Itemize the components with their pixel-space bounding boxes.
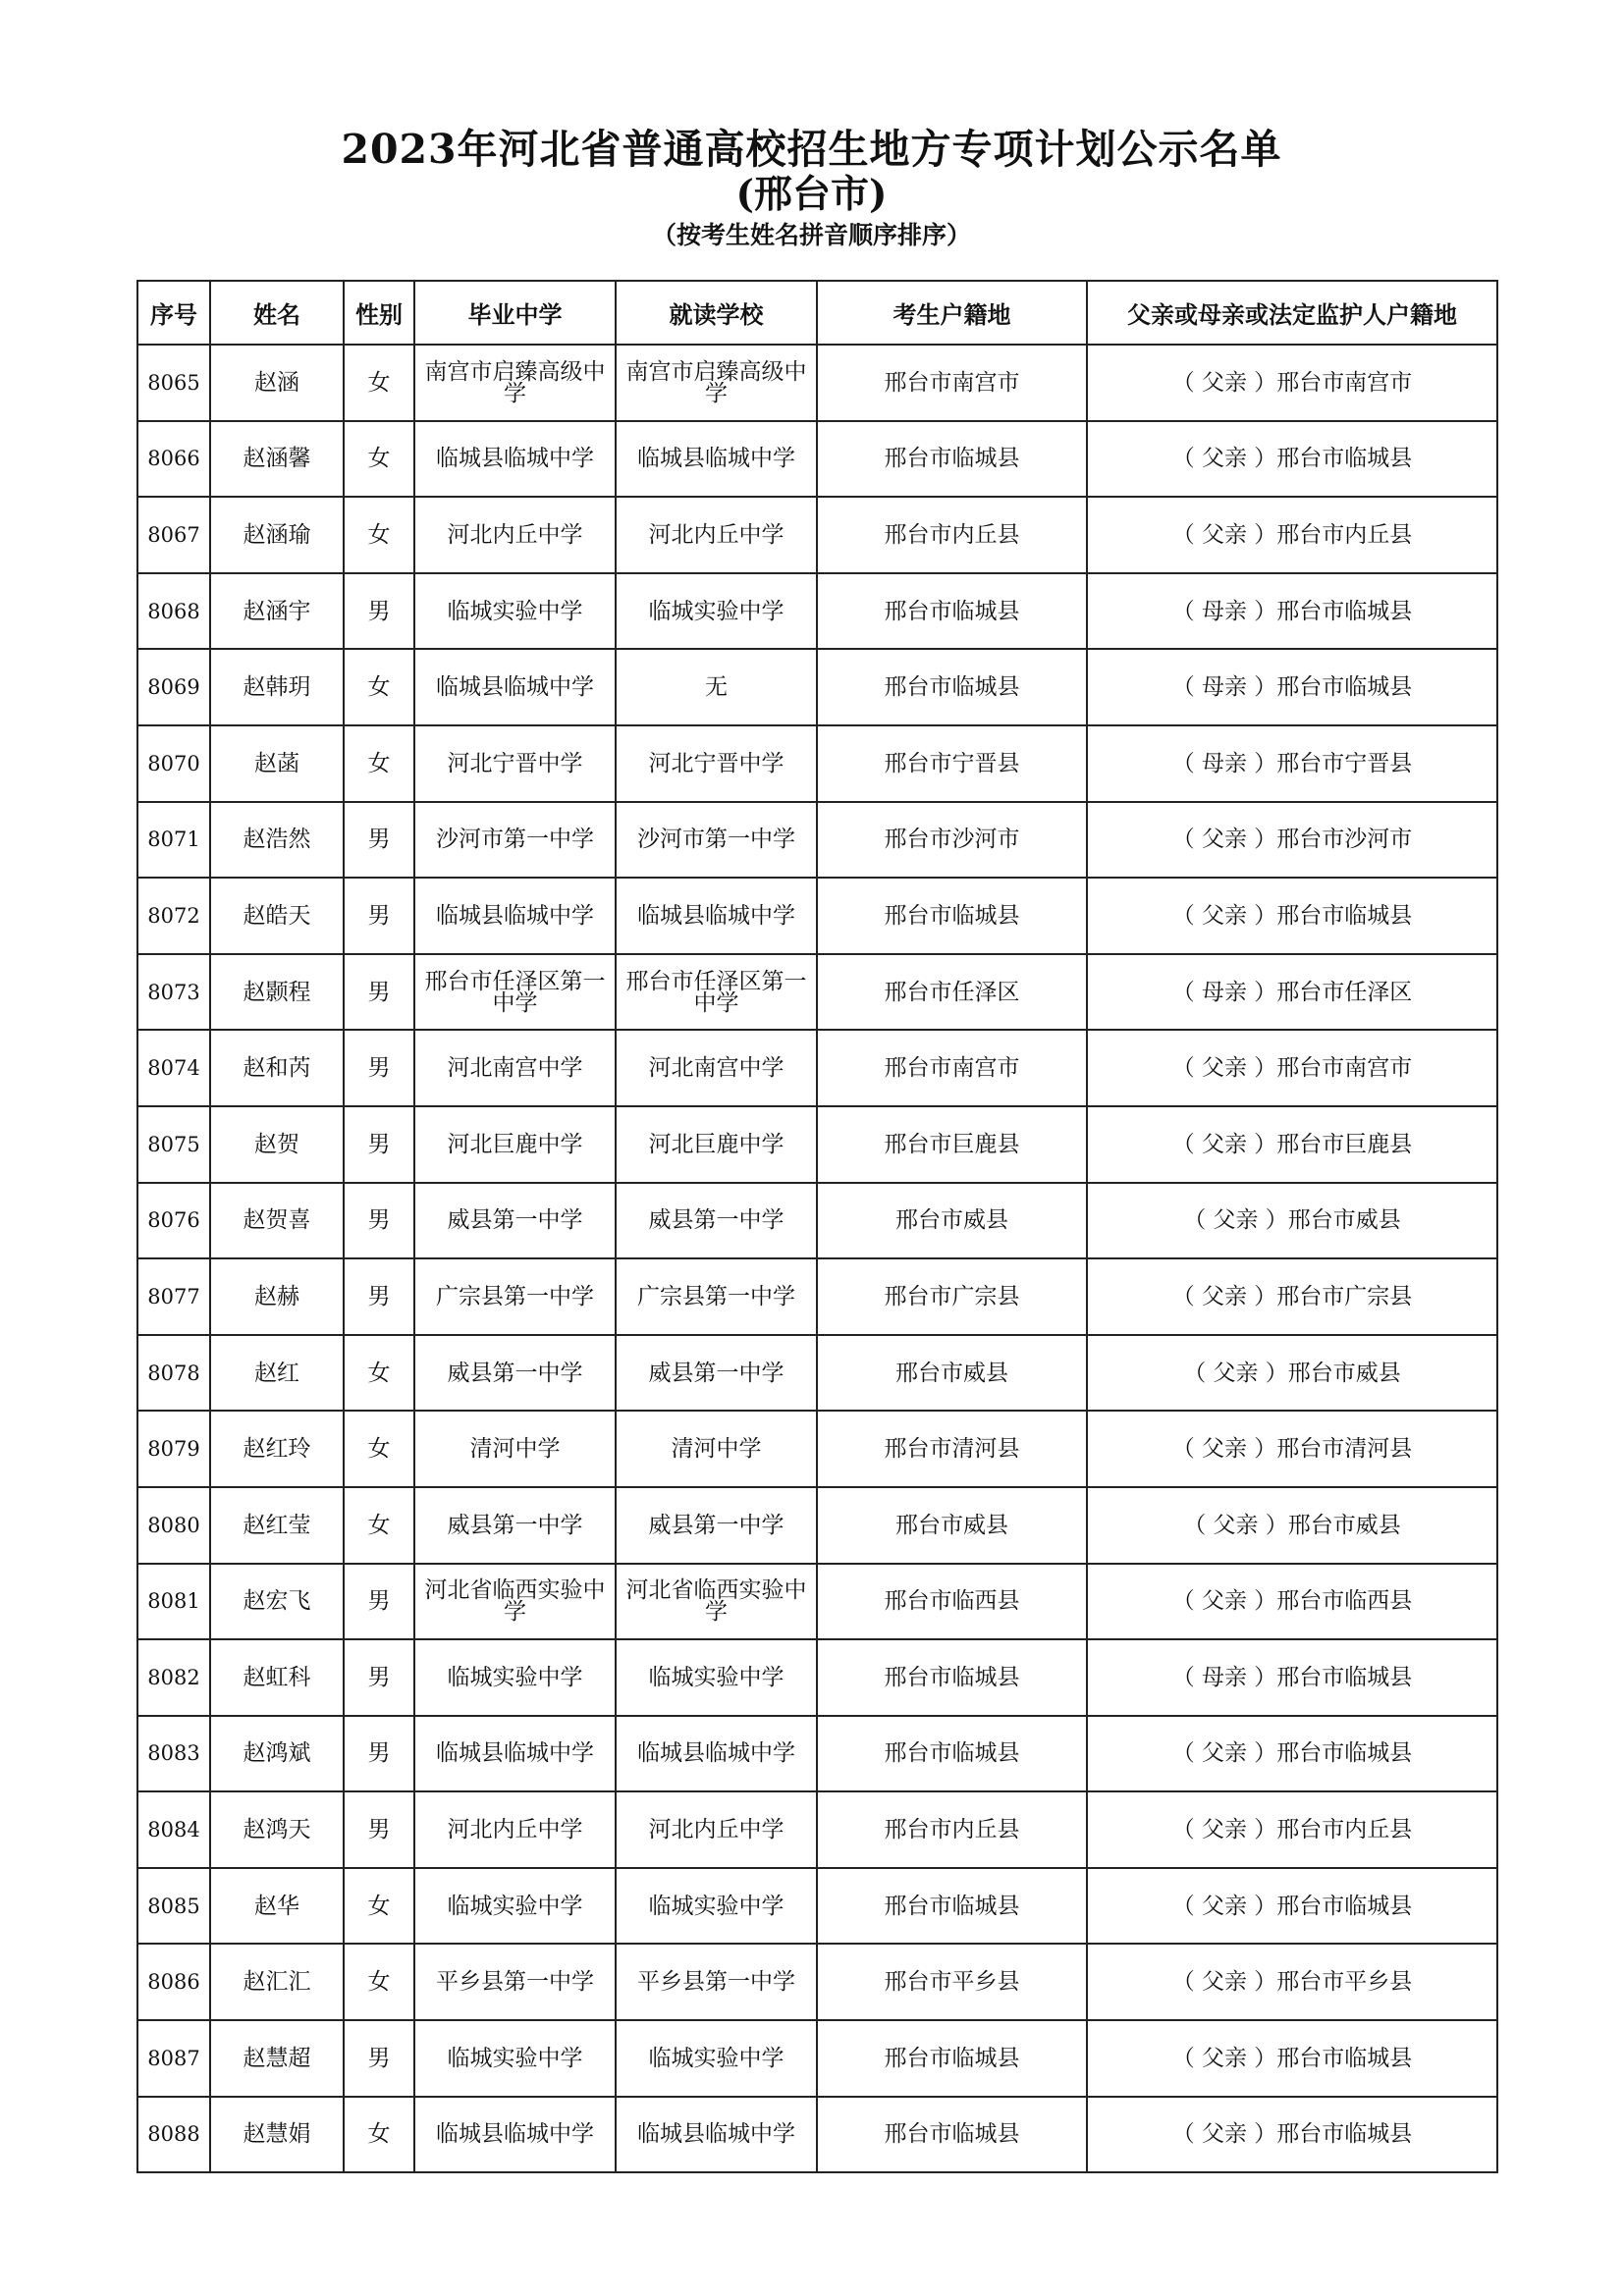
serial-cell: 8067 xyxy=(137,497,210,573)
name-cell: 赵和芮 xyxy=(210,1030,344,1106)
name-cell: 赵涵 xyxy=(210,345,344,421)
student-hukou-cell: 邢台市宁晋县 xyxy=(817,725,1087,802)
name-cell: 赵涵馨 xyxy=(210,421,344,498)
serial-cell: 8076 xyxy=(137,1183,210,1259)
student-hukou-cell: 邢台市威县 xyxy=(817,1183,1087,1259)
current-school-cell: 临城县临城中学 xyxy=(616,1716,817,1792)
sex-cell: 女 xyxy=(344,649,414,725)
parent-hukou-cell: （ 母亲 ）邢台市任泽区 xyxy=(1087,954,1497,1031)
current-school-cell: 临城县临城中学 xyxy=(616,878,817,954)
student-hukou-cell: 邢台市任泽区 xyxy=(817,954,1087,1031)
serial-cell: 8085 xyxy=(137,1868,210,1945)
table-row xyxy=(137,1030,1497,1106)
serial-cell: 8075 xyxy=(137,1106,210,1183)
serial-cell: 8072 xyxy=(137,878,210,954)
student-hukou-cell: 邢台市沙河市 xyxy=(817,802,1087,879)
student-hukou-cell: 邢台市威县 xyxy=(817,1487,1087,1564)
student-hukou-cell: 邢台市临城县 xyxy=(817,878,1087,954)
graduation-school-cell: 威县第一中学 xyxy=(414,1183,616,1259)
table-row xyxy=(137,725,1497,802)
name-cell: 赵涵瑜 xyxy=(210,497,344,573)
graduation-school-cell: 临城实验中学 xyxy=(414,1868,616,1945)
graduation-school-cell: 河北省临西实验中学 xyxy=(414,1564,616,1640)
parent-hukou-cell: （ 父亲 ）邢台市平乡县 xyxy=(1087,1944,1497,2020)
student-hukou-cell: 邢台市内丘县 xyxy=(817,1791,1087,1868)
parent-hukou-cell: （ 父亲 ）邢台市沙河市 xyxy=(1087,802,1497,879)
serial-cell: 8078 xyxy=(137,1335,210,1412)
parent-hukou-cell: （ 父亲 ）邢台市临城县 xyxy=(1087,421,1497,498)
column-header-parent-hukou: 父亲或母亲或法定监护人户籍地 xyxy=(1087,281,1497,345)
sex-cell: 男 xyxy=(344,1639,414,1716)
table-row xyxy=(137,2020,1497,2097)
table-row xyxy=(137,1487,1497,1564)
name-cell: 赵赫 xyxy=(210,1258,344,1335)
graduation-school-cell: 威县第一中学 xyxy=(414,1487,616,1564)
graduation-school-cell: 威县第一中学 xyxy=(414,1335,616,1412)
table-row xyxy=(137,1791,1497,1868)
name-cell: 赵红莹 xyxy=(210,1487,344,1564)
graduation-school-cell: 南宫市启臻高级中学 xyxy=(414,345,616,421)
table-row xyxy=(137,345,1497,421)
parent-hukou-cell: （ 母亲 ）邢台市临城县 xyxy=(1087,573,1497,650)
sex-cell: 男 xyxy=(344,1106,414,1183)
current-school-cell: 临城县临城中学 xyxy=(616,2097,817,2173)
parent-hukou-cell: （ 父亲 ）邢台市威县 xyxy=(1087,1487,1497,1564)
serial-cell: 8081 xyxy=(137,1564,210,1640)
student-hukou-cell: 邢台市巨鹿县 xyxy=(817,1106,1087,1183)
current-school-cell: 威县第一中学 xyxy=(616,1183,817,1259)
parent-hukou-cell: （ 父亲 ）邢台市临城县 xyxy=(1087,2097,1497,2173)
sex-cell: 女 xyxy=(344,421,414,498)
column-header-sex: 性别 xyxy=(344,281,414,345)
graduation-school-cell: 广宗县第一中学 xyxy=(414,1258,616,1335)
current-school-cell: 临城实验中学 xyxy=(616,1868,817,1945)
graduation-school-cell: 临城县临城中学 xyxy=(414,421,616,498)
name-cell: 赵慧娟 xyxy=(210,2097,344,2173)
graduation-school-cell: 邢台市任泽区第一中学 xyxy=(414,954,616,1031)
column-header-current-school: 就读学校 xyxy=(616,281,817,345)
name-cell: 赵颢程 xyxy=(210,954,344,1031)
roster-table xyxy=(136,280,1498,2173)
name-cell: 赵虹科 xyxy=(210,1639,344,1716)
serial-cell: 8080 xyxy=(137,1487,210,1564)
sex-cell: 男 xyxy=(344,2020,414,2097)
column-header-student-hukou: 考生户籍地 xyxy=(817,281,1087,345)
serial-cell: 8065 xyxy=(137,345,210,421)
parent-hukou-cell: （ 父亲 ）邢台市广宗县 xyxy=(1087,1258,1497,1335)
student-hukou-cell: 邢台市临城县 xyxy=(817,2097,1087,2173)
graduation-school-cell: 河北内丘中学 xyxy=(414,497,616,573)
title-block xyxy=(0,126,1623,253)
serial-cell: 8088 xyxy=(137,2097,210,2173)
table-row xyxy=(137,497,1497,573)
serial-cell: 8083 xyxy=(137,1716,210,1792)
table-row xyxy=(137,1639,1497,1716)
parent-hukou-cell: （ 父亲 ）邢台市南宫市 xyxy=(1087,1030,1497,1106)
table-row xyxy=(137,421,1497,498)
parent-hukou-cell: （ 父亲 ）邢台市临城县 xyxy=(1087,1716,1497,1792)
table-row xyxy=(137,878,1497,954)
parent-hukou-cell: （ 父亲 ）邢台市威县 xyxy=(1087,1335,1497,1412)
student-hukou-cell: 邢台市南宫市 xyxy=(817,1030,1087,1106)
graduation-school-cell: 河北宁晋中学 xyxy=(414,725,616,802)
serial-cell: 8066 xyxy=(137,421,210,498)
parent-hukou-cell: （ 母亲 ）邢台市宁晋县 xyxy=(1087,725,1497,802)
parent-hukou-cell: （ 父亲 ）邢台市巨鹿县 xyxy=(1087,1106,1497,1183)
current-school-cell: 河北南宫中学 xyxy=(616,1030,817,1106)
name-cell: 赵鸿斌 xyxy=(210,1716,344,1792)
current-school-cell: 邢台市任泽区第一中学 xyxy=(616,954,817,1031)
table-row xyxy=(137,1411,1497,1487)
student-hukou-cell: 邢台市临城县 xyxy=(817,2020,1087,2097)
student-hukou-cell: 邢台市临城县 xyxy=(817,1716,1087,1792)
current-school-cell: 威县第一中学 xyxy=(616,1487,817,1564)
name-cell: 赵贺 xyxy=(210,1106,344,1183)
sex-cell: 女 xyxy=(344,1487,414,1564)
current-school-cell: 河北宁晋中学 xyxy=(616,725,817,802)
parent-hukou-cell: （ 母亲 ）邢台市临城县 xyxy=(1087,649,1497,725)
serial-cell: 8071 xyxy=(137,802,210,879)
current-school-cell: 沙河市第一中学 xyxy=(616,802,817,879)
graduation-school-cell: 临城县临城中学 xyxy=(414,1716,616,1792)
serial-cell: 8084 xyxy=(137,1791,210,1868)
current-school-cell: 河北巨鹿中学 xyxy=(616,1106,817,1183)
graduation-school-cell: 临城实验中学 xyxy=(414,1639,616,1716)
current-school-cell: 临城实验中学 xyxy=(616,573,817,650)
graduation-school-cell: 河北内丘中学 xyxy=(414,1791,616,1868)
student-hukou-cell: 邢台市南宫市 xyxy=(817,345,1087,421)
serial-cell: 8068 xyxy=(137,573,210,650)
sex-cell: 男 xyxy=(344,878,414,954)
graduation-school-cell: 河北巨鹿中学 xyxy=(414,1106,616,1183)
name-cell: 赵鸿天 xyxy=(210,1791,344,1868)
sex-cell: 女 xyxy=(344,345,414,421)
serial-cell: 8082 xyxy=(137,1639,210,1716)
sex-cell: 男 xyxy=(344,1716,414,1792)
sex-cell: 女 xyxy=(344,1868,414,1945)
parent-hukou-cell: （ 父亲 ）邢台市临西县 xyxy=(1087,1564,1497,1640)
sort-note: （按考生姓名拼音顺序排序） xyxy=(651,221,971,249)
graduation-school-cell: 临城县临城中学 xyxy=(414,878,616,954)
name-cell: 赵宏飞 xyxy=(210,1564,344,1640)
graduation-school-cell: 临城县临城中学 xyxy=(414,2097,616,2173)
sex-cell: 女 xyxy=(344,1411,414,1487)
table-row xyxy=(137,1335,1497,1412)
sex-cell: 女 xyxy=(344,497,414,573)
table-row xyxy=(137,1944,1497,2020)
sex-cell: 女 xyxy=(344,1335,414,1412)
name-cell: 赵涵宇 xyxy=(210,573,344,650)
table-row xyxy=(137,1716,1497,1792)
sex-cell: 男 xyxy=(344,573,414,650)
name-cell: 赵菡 xyxy=(210,725,344,802)
table-header-row xyxy=(137,281,1497,345)
column-header-serial: 序号 xyxy=(137,281,210,345)
current-school-cell: 河北内丘中学 xyxy=(616,1791,817,1868)
student-hukou-cell: 邢台市临城县 xyxy=(817,421,1087,498)
parent-hukou-cell: （ 父亲 ）邢台市威县 xyxy=(1087,1183,1497,1259)
student-hukou-cell: 邢台市临城县 xyxy=(817,649,1087,725)
sex-cell: 男 xyxy=(344,802,414,879)
current-school-cell: 南宫市启臻高级中学 xyxy=(616,345,817,421)
sex-cell: 女 xyxy=(344,2097,414,2173)
parent-hukou-cell: （ 父亲 ）邢台市内丘县 xyxy=(1087,497,1497,573)
table-row xyxy=(137,573,1497,650)
serial-cell: 8077 xyxy=(137,1258,210,1335)
name-cell: 赵汇汇 xyxy=(210,1944,344,2020)
table-row xyxy=(137,2097,1497,2173)
student-hukou-cell: 邢台市威县 xyxy=(817,1335,1087,1412)
column-header-name: 姓名 xyxy=(210,281,344,345)
name-cell: 赵贺喜 xyxy=(210,1183,344,1259)
serial-cell: 8069 xyxy=(137,649,210,725)
parent-hukou-cell: （ 父亲 ）邢台市临城县 xyxy=(1087,878,1497,954)
table-row xyxy=(137,1868,1497,1945)
sex-cell: 男 xyxy=(344,1183,414,1259)
current-school-cell: 河北省临西实验中学 xyxy=(616,1564,817,1640)
current-school-cell: 清河中学 xyxy=(616,1411,817,1487)
current-school-cell: 临城县临城中学 xyxy=(616,421,817,498)
parent-hukou-cell: （ 母亲 ）邢台市临城县 xyxy=(1087,1639,1497,1716)
column-header-graduation-school: 毕业中学 xyxy=(414,281,616,345)
table-row xyxy=(137,649,1497,725)
sex-cell: 女 xyxy=(344,1944,414,2020)
name-cell: 赵慧超 xyxy=(210,2020,344,2097)
student-hukou-cell: 邢台市清河县 xyxy=(817,1411,1087,1487)
parent-hukou-cell: （ 父亲 ）邢台市南宫市 xyxy=(1087,345,1497,421)
student-hukou-cell: 邢台市临城县 xyxy=(817,573,1087,650)
name-cell: 赵红 xyxy=(210,1335,344,1412)
table-body xyxy=(137,345,1497,2172)
table-row xyxy=(137,1564,1497,1640)
graduation-school-cell: 临城实验中学 xyxy=(414,2020,616,2097)
name-cell: 赵华 xyxy=(210,1868,344,1945)
name-cell: 赵红玲 xyxy=(210,1411,344,1487)
name-cell: 赵韩玥 xyxy=(210,649,344,725)
parent-hukou-cell: （ 父亲 ）邢台市内丘县 xyxy=(1087,1791,1497,1868)
student-hukou-cell: 邢台市内丘县 xyxy=(817,497,1087,573)
page-title: 2023年河北省普通高校招生地方专项计划公示名单 xyxy=(341,126,1282,173)
parent-hukou-cell: （ 父亲 ）邢台市清河县 xyxy=(1087,1411,1497,1487)
current-school-cell: 临城实验中学 xyxy=(616,2020,817,2097)
graduation-school-cell: 平乡县第一中学 xyxy=(414,1944,616,2020)
serial-cell: 8073 xyxy=(137,954,210,1031)
name-cell: 赵皓天 xyxy=(210,878,344,954)
student-hukou-cell: 邢台市平乡县 xyxy=(817,1944,1087,2020)
serial-cell: 8070 xyxy=(137,725,210,802)
graduation-school-cell: 临城县临城中学 xyxy=(414,649,616,725)
current-school-cell: 广宗县第一中学 xyxy=(616,1258,817,1335)
table-row xyxy=(137,1183,1497,1259)
table-row xyxy=(137,1258,1497,1335)
current-school-cell: 威县第一中学 xyxy=(616,1335,817,1412)
page-subtitle-city: (邢台市) xyxy=(735,172,888,217)
current-school-cell: 无 xyxy=(616,649,817,725)
sex-cell: 男 xyxy=(344,954,414,1031)
serial-cell: 8086 xyxy=(137,1944,210,2020)
table-row xyxy=(137,954,1497,1031)
name-cell: 赵浩然 xyxy=(210,802,344,879)
graduation-school-cell: 沙河市第一中学 xyxy=(414,802,616,879)
sex-cell: 男 xyxy=(344,1030,414,1106)
current-school-cell: 平乡县第一中学 xyxy=(616,1944,817,2020)
serial-cell: 8087 xyxy=(137,2020,210,2097)
graduation-school-cell: 临城实验中学 xyxy=(414,573,616,650)
student-hukou-cell: 邢台市临城县 xyxy=(817,1868,1087,1945)
sex-cell: 男 xyxy=(344,1791,414,1868)
graduation-school-cell: 河北南宫中学 xyxy=(414,1030,616,1106)
student-hukou-cell: 邢台市广宗县 xyxy=(817,1258,1087,1335)
sex-cell: 女 xyxy=(344,725,414,802)
parent-hukou-cell: （ 父亲 ）邢台市临城县 xyxy=(1087,2020,1497,2097)
student-hukou-cell: 邢台市临西县 xyxy=(817,1564,1087,1640)
table-row xyxy=(137,802,1497,879)
serial-cell: 8079 xyxy=(137,1411,210,1487)
current-school-cell: 临城实验中学 xyxy=(616,1639,817,1716)
student-hukou-cell: 邢台市临城县 xyxy=(817,1639,1087,1716)
serial-cell: 8074 xyxy=(137,1030,210,1106)
current-school-cell: 河北内丘中学 xyxy=(616,497,817,573)
parent-hukou-cell: （ 父亲 ）邢台市临城县 xyxy=(1087,1868,1497,1945)
table-row xyxy=(137,1106,1497,1183)
sex-cell: 男 xyxy=(344,1258,414,1335)
sex-cell: 男 xyxy=(344,1564,414,1640)
graduation-school-cell: 清河中学 xyxy=(414,1411,616,1487)
